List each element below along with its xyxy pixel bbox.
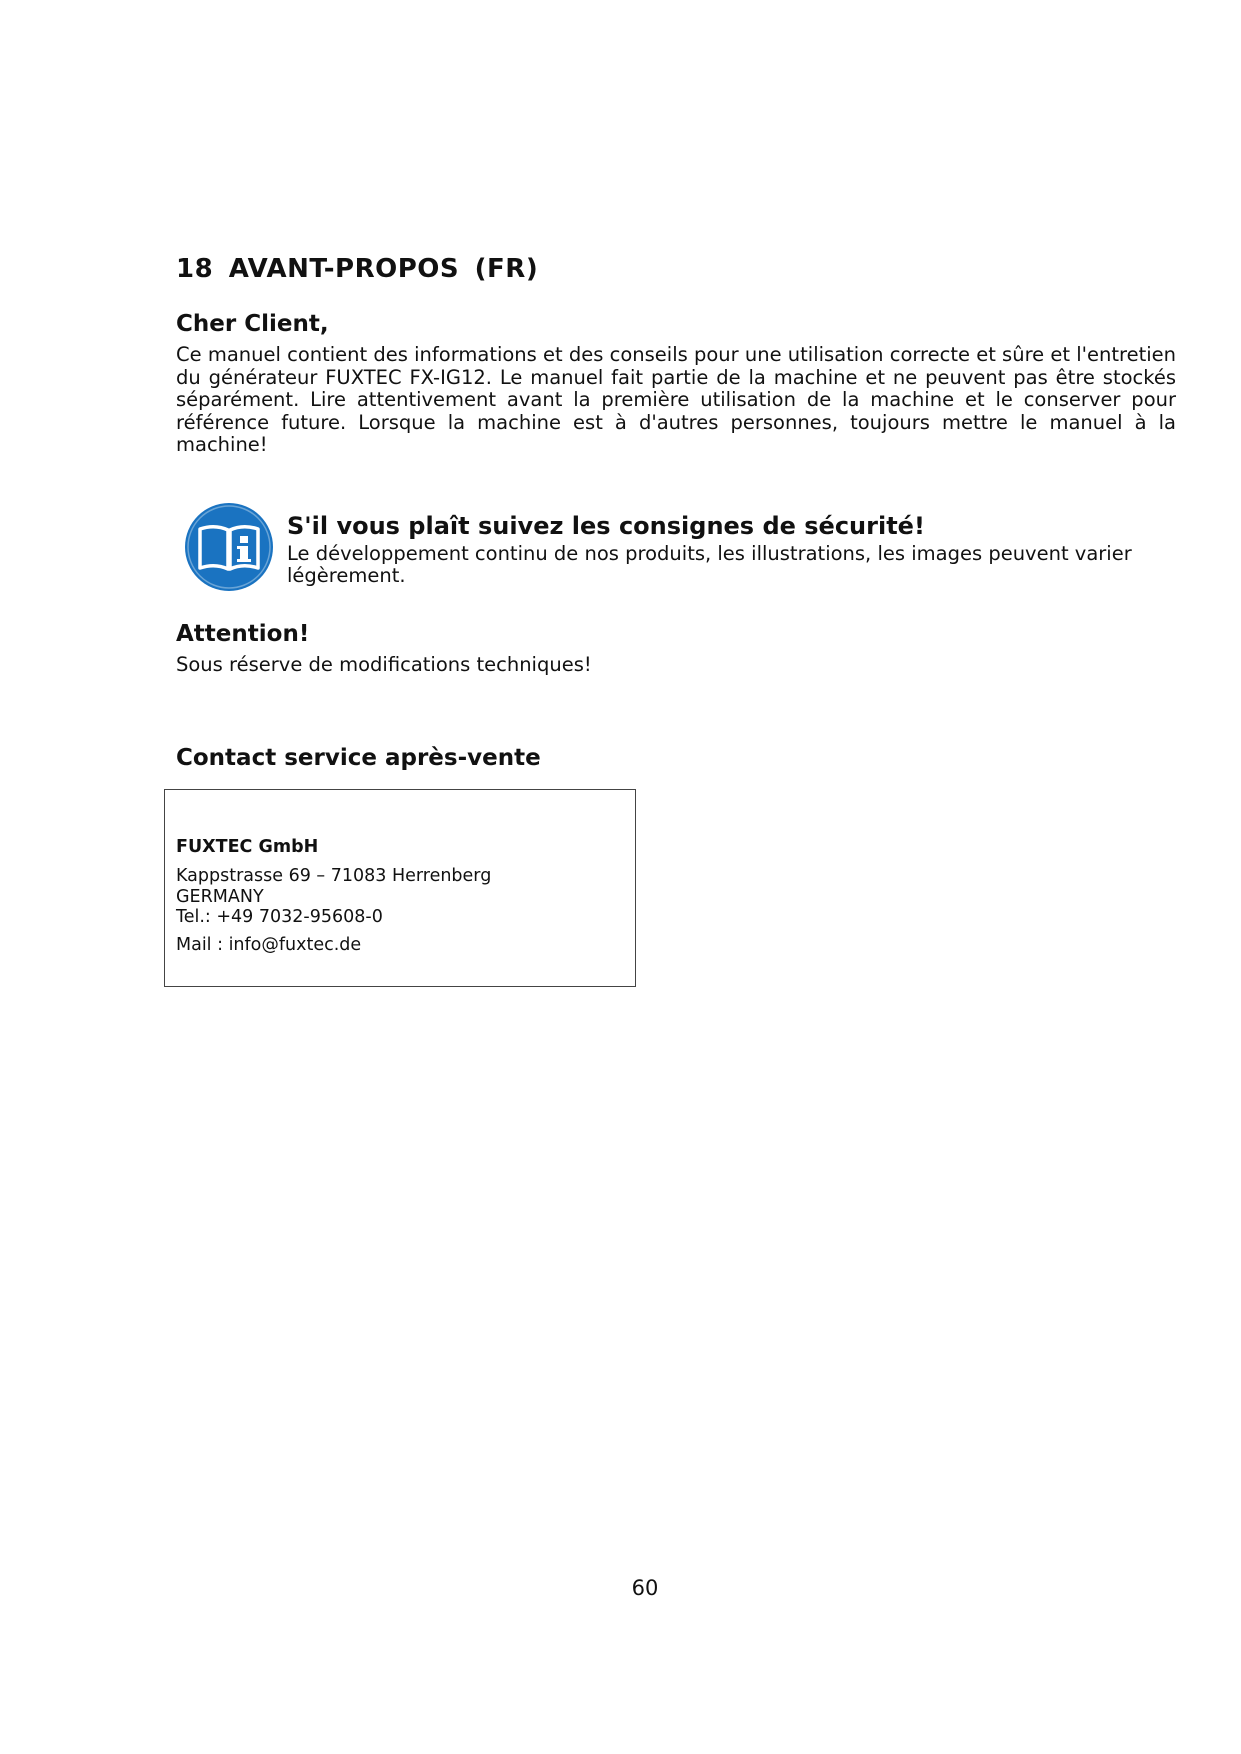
- page-number: 60: [631, 1576, 659, 1600]
- contact-heading: Contact service après-vente: [176, 745, 541, 771]
- safety-text: Le développement continu de nos produits, les illustrations, les images peuvent varier légèrement.: [287, 542, 1132, 587]
- contact-box: [164, 789, 636, 987]
- read-manual-info-icon: [184, 502, 274, 592]
- attention-heading: Attention!: [176, 621, 310, 647]
- contact-phone: Tel.: +49 7032-95608-0: [176, 907, 383, 927]
- contact-address: Kappstrasse 69 – 71083 Herrenberg: [176, 866, 492, 886]
- safety-heading: S'il vous plaît suivez les consignes de sécurité!: [287, 512, 925, 540]
- intro-paragraph: Ce manuel contient des informations et des conseils pour une utilisation correcte et sûre et l'entretien du générateur FUXTEC FX-IG12. Le manuel fait partie de la machine et ne peuvent pas être stockés séparément. Lire attentivement avant la première utilisation de la machine et le conserver pour référence future. Lorsque la machine est à d'autres personnes, toujours mettre le manuel à la machine!: [176, 343, 1176, 456]
- attention-text: Sous réserve de modifications techniques!: [176, 653, 592, 676]
- contact-mail: Mail : info@fuxtec.de: [176, 935, 362, 955]
- greeting-heading: Cher Client,: [176, 311, 329, 337]
- section-title: 18 AVANT-PROPOS (FR): [176, 254, 539, 284]
- company-name: FUXTEC GmbH: [176, 837, 319, 857]
- contact-country: GERMANY: [176, 887, 264, 907]
